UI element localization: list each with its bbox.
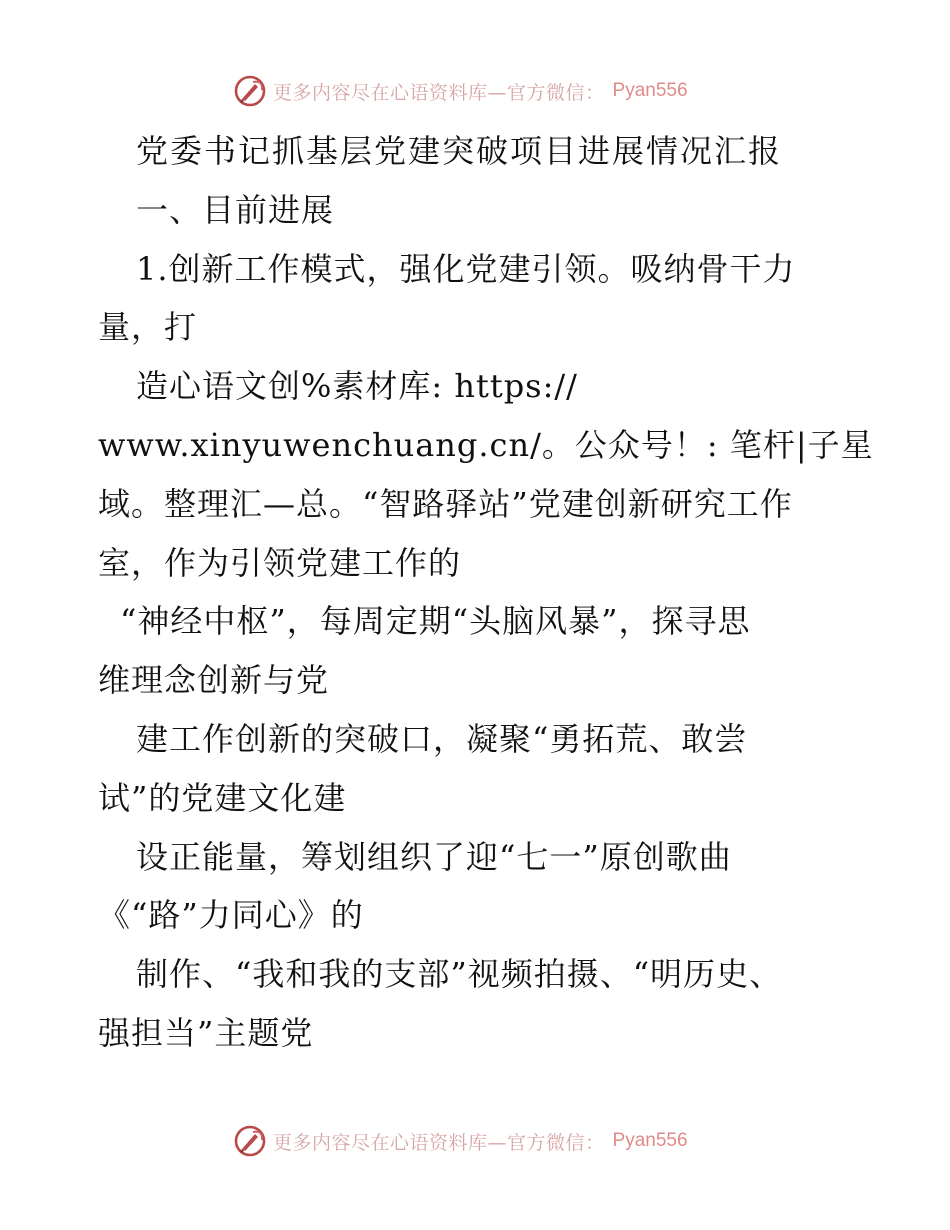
paragraph-line: 试”的党建文化建: [98, 778, 347, 817]
paragraph-line: 建工作创新的突破口，凝聚“勇拓荒、敢尝: [136, 719, 748, 758]
footer-wechat-id: Pyan556: [612, 1130, 688, 1151]
paragraph-line: “神经中枢”，每周定期“头脑风暴”，探寻思: [120, 602, 751, 641]
document-title: 党委书记抓基层党建突破项目进展情况汇报: [136, 132, 783, 170]
pen-logo-icon: [233, 74, 267, 108]
footer-banner-text: 更多内容尽在心语资料库—官方微信：: [273, 1131, 605, 1154]
paragraph-line: 制作、“我和我的支部”视频拍摄、“明历史、: [136, 955, 783, 994]
paragraph-line: 量，打: [98, 308, 198, 347]
header-wechat-id: Pyan556: [612, 80, 688, 101]
document-body: [98, 122, 874, 1063]
paragraph-line: 维理念创新与党: [98, 661, 330, 700]
paragraph-line: www.xinyuwenchuang.cn/。公众号！: 笔杆|子星: [98, 425, 874, 464]
header-banner-text: 更多内容尽在心语资料库—官方微信：: [273, 81, 605, 104]
pen-logo-icon: [233, 1124, 267, 1158]
paragraph-line: 造心语文创%素材库: https://: [136, 367, 578, 406]
paragraph-line: 《“路”力同心》的: [98, 896, 364, 935]
footer-banner: [233, 1124, 753, 1158]
header-banner: [233, 74, 753, 108]
paragraph-line: 域。整理汇—总。“智路驿站”党建创新研究工作: [98, 484, 793, 523]
paragraph-line: 设正能量，筹划组织了迎“七一”原创歌曲: [136, 837, 732, 876]
paragraph-line: 1.创新工作模式，强化党建引领。吸纳骨干力: [136, 249, 796, 288]
paragraph-line: 室，作为引领党建工作的: [98, 543, 462, 582]
section-heading: 一、目前进展: [136, 190, 335, 229]
paragraph-line: 强担当”主题党: [98, 1013, 314, 1052]
